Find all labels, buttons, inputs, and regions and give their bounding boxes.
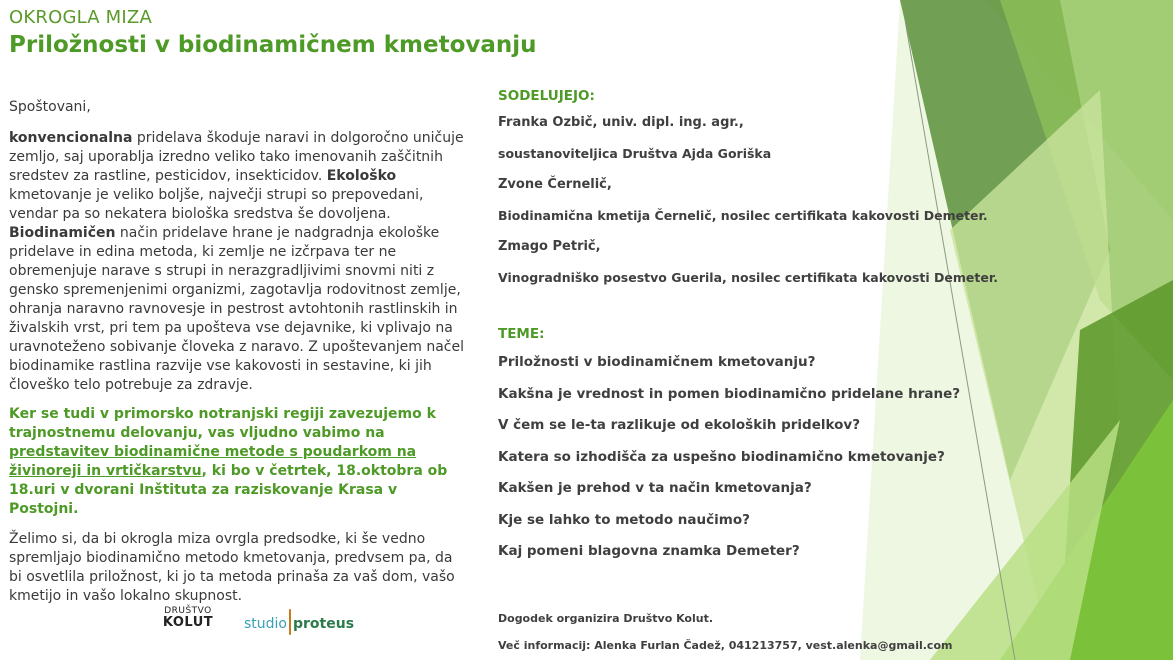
text-segment: način pridelave hrane je nadgradnja ekološke pridelave in edina metoda, ki zemlje ne izčrpava ter ne obremenjuje narave s strupi in nerazgradljivimi snovmi niti z gensko spremenjenimi organizmi, zagotavlja rodovitnost zemlje, ohranja naravno ravnovesje in pestrost avtohtonih rastlinskih in živalskih vrst, pri tem pa upošteva vse dejavnike, ki vplivajo na uravnoteženo sobivanje človeka z naravo. Z upoštevanjem načel biodinamike rastlina razvije vse kakovosti in sestavine, ki jih človeško telo potrebuje za zdravje. xyxy=(9,225,464,393)
closing-paragraph: Želimo si, da bi okrogla miza ovrgla predsodke, ki še vedno spremljajo biodinamično metodo kmetovanja, predvsem pa, da bi osvetlila priložnost, ki jo ta metoda prinaša za vaš dom, vašo kmetijo in vašo lokalno skupnost. xyxy=(9,531,455,604)
logo-divider-bar xyxy=(289,609,291,635)
bold-term: Biodinamičen xyxy=(9,225,116,241)
organizer-note: Dogodek organizira Društvo Kolut. xyxy=(498,612,714,625)
topic-item: Kakšna je vrednost in pomen biodinamično pridelane hrane? xyxy=(498,385,961,402)
topic-item: Katera so izhodišča za uspešno biodinamično kmetovanje? xyxy=(498,448,945,465)
text-segment: Ker se tudi v primorsko notranjski regiji zavezujemo k trajnostnemu delovanju, vas vljudno vabimo na xyxy=(9,406,436,441)
topic-item: Priložnosti v biodinamičnem kmetovanju? xyxy=(498,354,816,370)
right-column xyxy=(498,88,1018,574)
topic-item: V čem se le-ta razlikuje od ekoloških pridelkov? xyxy=(498,417,861,433)
participant-affiliation: soustanoviteljica Društva Ajda Goriška xyxy=(498,146,772,161)
studio-proteus-logo xyxy=(244,611,354,637)
text-segment: , ki bo v četrtek, 18.oktobra ob 18.uri v dvorani Inštituta za raziskovanje Krasa v Postojni. xyxy=(9,463,448,517)
contact-info: Več informacij: Alenka Furlan Čadež, 041213757, vest.alenka@gmail.com xyxy=(498,639,953,652)
participants-heading: SODELUJEJO: xyxy=(498,88,595,104)
greeting: Spoštovani, xyxy=(9,99,91,115)
underlined-topic: predstavitev biodinamične metode s poudarkom na živinoreji in vrtičkarstvu xyxy=(9,444,417,479)
participant-name: Zvone Černelič, xyxy=(498,177,612,192)
event-kicker: OKROGLA MIZA xyxy=(9,7,152,28)
participant-name: Zmago Petrič, xyxy=(498,239,601,254)
topics-heading: TEME: xyxy=(498,326,545,342)
footer-info xyxy=(498,612,952,652)
bold-term: Ekološko xyxy=(326,168,397,184)
participant-affiliation: Biodinamična kmetija Černelič, nosilec certifikata kakovosti Demeter. xyxy=(498,208,988,223)
intro-paragraph xyxy=(9,129,469,395)
bold-term: konvencionalna xyxy=(9,130,133,146)
sponsor-logos xyxy=(160,606,360,636)
participants-list xyxy=(498,114,1018,300)
participant-name: Franka Ozbič, univ. dipl. ing. agr., xyxy=(498,115,744,130)
topics-section xyxy=(498,326,1018,574)
text-segment: pridelava škoduje naravi in dolgoročno uničuje zemljo, saj uporablja izredno veliko tako imenovanih zaščitnih sredstev za rastline, pesticidov, insekticidov. xyxy=(9,130,464,184)
proteus-word: proteus xyxy=(293,616,355,632)
text-segment: kmetovanje je veliko boljše, največji strupi so prepovedani, vendar pa so nekatera biološka sredstva še dovoljena. xyxy=(9,187,424,222)
invitation-text xyxy=(9,98,469,606)
drustvo-logo-line1: DRUŠTVO xyxy=(164,606,212,616)
participant-affiliation: Vinogradniško posestvo Guerila, nosilec certifikata kakovosti Demeter. xyxy=(498,270,998,285)
studio-word: studio xyxy=(244,616,287,632)
invitation-paragraph xyxy=(9,405,469,519)
topic-item: Kje se lahko to metodo naučimo? xyxy=(498,511,750,528)
drustvo-logo-line2: KOLUT xyxy=(162,615,214,630)
topic-item: Kaj pomeni blagovna znamka Demeter? xyxy=(498,543,800,559)
page-title: Priložnosti v biodinamičnem kmetovanju xyxy=(9,32,537,58)
drustvo-kolut-logo xyxy=(160,606,216,630)
topic-item: Kakšen je prehod v ta način kmetovanja? xyxy=(498,480,812,496)
